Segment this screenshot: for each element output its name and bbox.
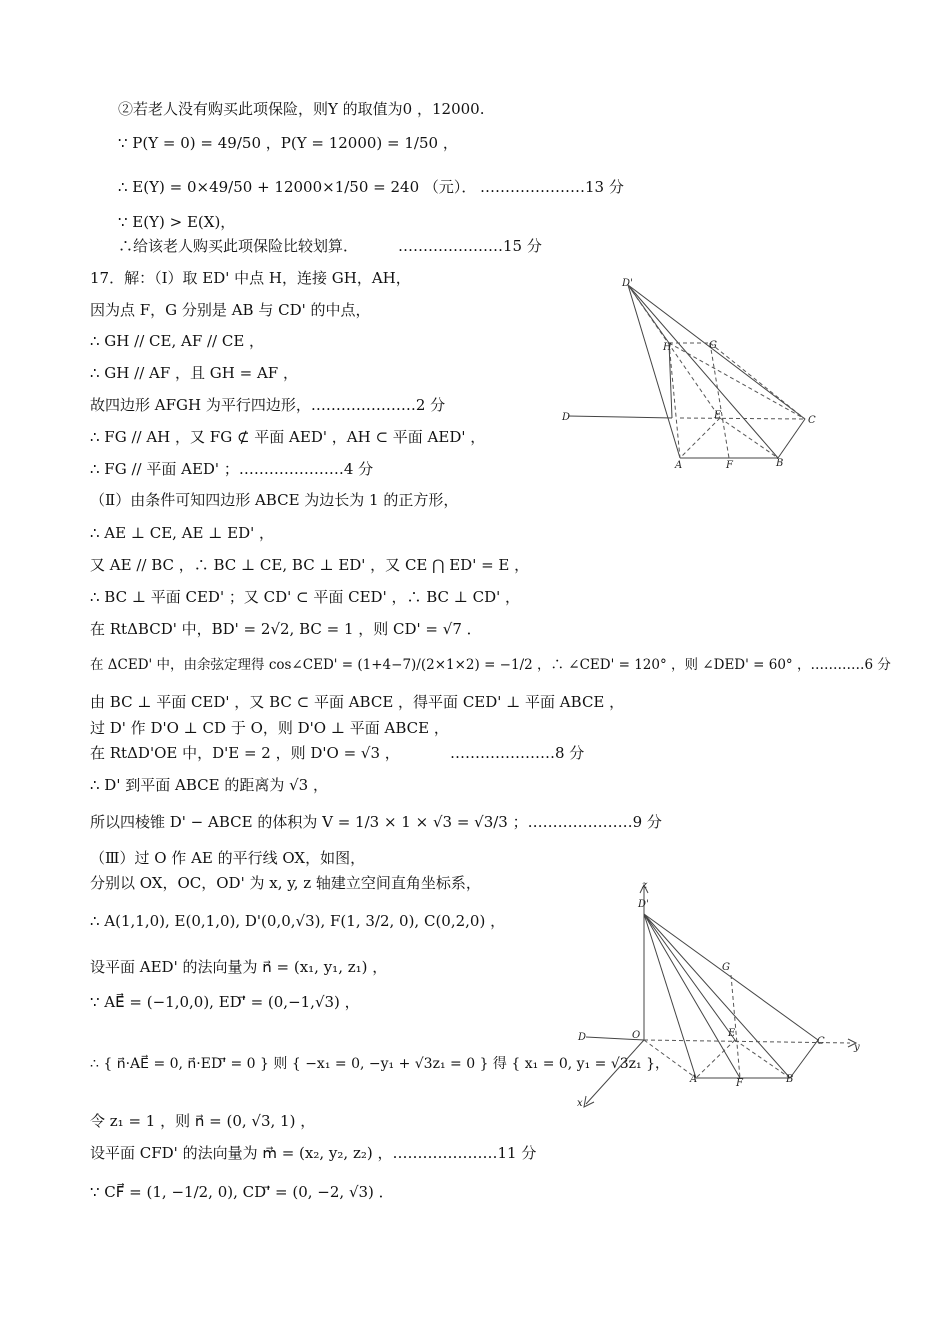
label-b: B	[776, 458, 784, 469]
text-line: 在 RtΔD'OE 中，D'E = 2 ，则 D'O = √3 ，	[90, 744, 400, 762]
segment-h-c	[669, 343, 805, 419]
text-line: （Ⅲ）过 O 作 AE 的平行线 OX，如图，	[90, 849, 366, 867]
edge-dp-c	[628, 285, 805, 419]
text-line: 过 D' 作 D'O ⊥ CD 于 O，则 D'O ⊥ 平面 ABCE ，	[90, 719, 449, 737]
text-line: ∵ CF⃗ = (1, −1/2, 0), CD'⃗ = (0, −2, √3) ．	[90, 1183, 394, 1201]
label-c: C	[817, 1036, 825, 1047]
segment-dp-e	[628, 285, 720, 418]
text-line: ∴ BC ⊥ 平面 CED' ；又 CD' ⊂ 平面 CED' ，∴ BC ⊥ CD' ，	[90, 588, 521, 606]
edge-d-e	[568, 416, 672, 418]
text-line: 17．解：（Ⅰ）取 ED' 中点 H，连接 GH，AH，	[90, 269, 411, 287]
label-x: x	[577, 1098, 583, 1109]
segment-g-f	[710, 343, 729, 458]
text-line: 分别以 OX，OC，OD' 为 x, y, z 轴建立空间直角坐标系，	[90, 874, 481, 892]
label-e: E	[728, 1028, 736, 1039]
score-marker: …………………13 分	[480, 178, 624, 196]
label-f: F	[726, 460, 733, 471]
label-y: y	[854, 1042, 860, 1053]
label-g: G	[709, 340, 717, 351]
segment-g-f	[731, 975, 740, 1078]
coordinate-figure	[572, 880, 862, 1112]
label-a: A	[690, 1074, 698, 1085]
text-line: 设平面 CFD' 的法向量为 m⃗ = (x₂, y₂, z₂) ，…………………11 分	[90, 1144, 537, 1162]
edge-dp-b	[644, 914, 790, 1078]
text-line: 在 ΔCED' 中，由余弦定理得 cos∠CED' = (1+4−7)/(2×1×2) = −1/2 ，∴ ∠CED' = 120° ，则 ∠DED' = 60° ，…………6 分	[90, 657, 891, 673]
text-line: ∴ GH // CE, AF // CE ，	[90, 332, 265, 350]
text-line: ∴ FG // 平面 AED' ；…………………4 分	[90, 460, 374, 478]
text-line: 故四边形 AFGH 为平行四边形，…………………2 分	[90, 396, 446, 414]
text-line: ∴ A(1,1,0), E(0,1,0), D'(0,0,√3), F(1, 3/2, 0), C(0,2,0) ，	[90, 912, 506, 930]
label-e: E	[714, 410, 722, 421]
text-line: 由 BC ⊥ 平面 CED' ，又 BC ⊂ 平面 ABCE ，得平面 CED' ⊥ 平面 ABCE ，	[90, 693, 625, 711]
x-axis-arrow	[584, 1096, 594, 1107]
label-d: D	[578, 1032, 587, 1043]
segment-e-c	[680, 418, 805, 419]
text-line: 令 z₁ = 1 ，则 n⃗ = (0, √3, 1) ，	[90, 1112, 316, 1130]
label-a: A	[675, 460, 683, 471]
segment-e-a	[680, 418, 720, 458]
edge-dp-f	[644, 914, 740, 1078]
label-o: O	[632, 1030, 641, 1041]
text-line: 设平面 AED' 的法向量为 n⃗ = (x₁, y₁, z₁) ，	[90, 958, 388, 976]
text-line: （Ⅱ）由条件可知四边形 ABCE 为边长为 1 的正方形，	[90, 491, 459, 509]
text-line: 因为点 F，G 分别是 AB 与 CD' 的中点，	[90, 301, 371, 319]
edge-b-c	[790, 1040, 818, 1078]
text-line: ∴ E(Y) = 0×49/50 + 12000×1/50 = 240 （元）．	[118, 178, 477, 196]
text-line: ∵ P(Y = 0) = 49/50 ，P(Y = 12000) = 1/50 ，	[118, 134, 458, 152]
x-axis	[586, 1040, 644, 1104]
text-line: ∴ FG // AH ，又 FG ⊄ 平面 AED' ，AH ⊂ 平面 AED' ，	[90, 428, 486, 446]
edge-h-d	[669, 343, 672, 418]
label-z: z	[642, 880, 648, 891]
segment-o-a	[644, 1040, 696, 1078]
text-line: ∴ { n⃗·AE⃗ = 0, n⃗·ED'⃗ = 0 } 则 { −x₁ = 0, −y₁ + √3z₁ = 0 } 得 { x₁ = 0, y₁ = √3z₁ }，	[90, 1056, 670, 1072]
edge-dp-e	[644, 914, 735, 1040]
text-line: ②若老人没有购买此项保险，则Y 的取值为0 ，12000.	[118, 100, 485, 118]
text-line: ∵ AE⃗ = (−1,0,0), ED'⃗ = (0,−1,√3) ，	[90, 993, 360, 1011]
score-marker: …………………15 分	[398, 237, 542, 255]
text-line: ∴ GH // AF ，且 GH = AF ，	[90, 364, 298, 382]
text-line: 又 AE // BC ，∴ BC ⊥ CE, BC ⊥ ED' ，又 CE ⋂ ED' = E ，	[90, 556, 530, 574]
pyramid-figure	[555, 270, 825, 475]
edge-dp-a	[644, 914, 696, 1078]
label-h: H	[663, 342, 672, 353]
text-line: ∵ E(Y) > E(X)，	[118, 213, 236, 231]
label-g: G	[722, 962, 730, 973]
score-marker: …………………8 分	[450, 744, 585, 762]
label-d: D	[562, 412, 571, 423]
text-line: ∴ AE ⊥ CE, AE ⊥ ED' ，	[90, 524, 274, 542]
text-line: ∴给该老人购买此项保险比较划算．	[118, 237, 359, 255]
edge-dp-b	[628, 285, 778, 458]
label-dp: D'	[622, 278, 633, 289]
label-dp: D'	[638, 899, 649, 910]
segment-e-b	[735, 1040, 790, 1078]
edge-b-c	[778, 419, 805, 458]
label-c: C	[808, 415, 816, 426]
text-line: ∴ D' 到平面 ABCE 的距离为 √3 ，	[90, 776, 328, 794]
text-line: 所以四棱锥 D' − ABCE 的体积为 V = 1/3 × 1 × √3 = √3/3 ；…………………9 分	[90, 813, 662, 831]
label-f: F	[736, 1078, 743, 1089]
label-b: B	[786, 1074, 794, 1085]
text-line: 在 RtΔBCD' 中，BD' = 2√2, BC = 1 ，则 CD' = √7 ．	[90, 620, 482, 638]
